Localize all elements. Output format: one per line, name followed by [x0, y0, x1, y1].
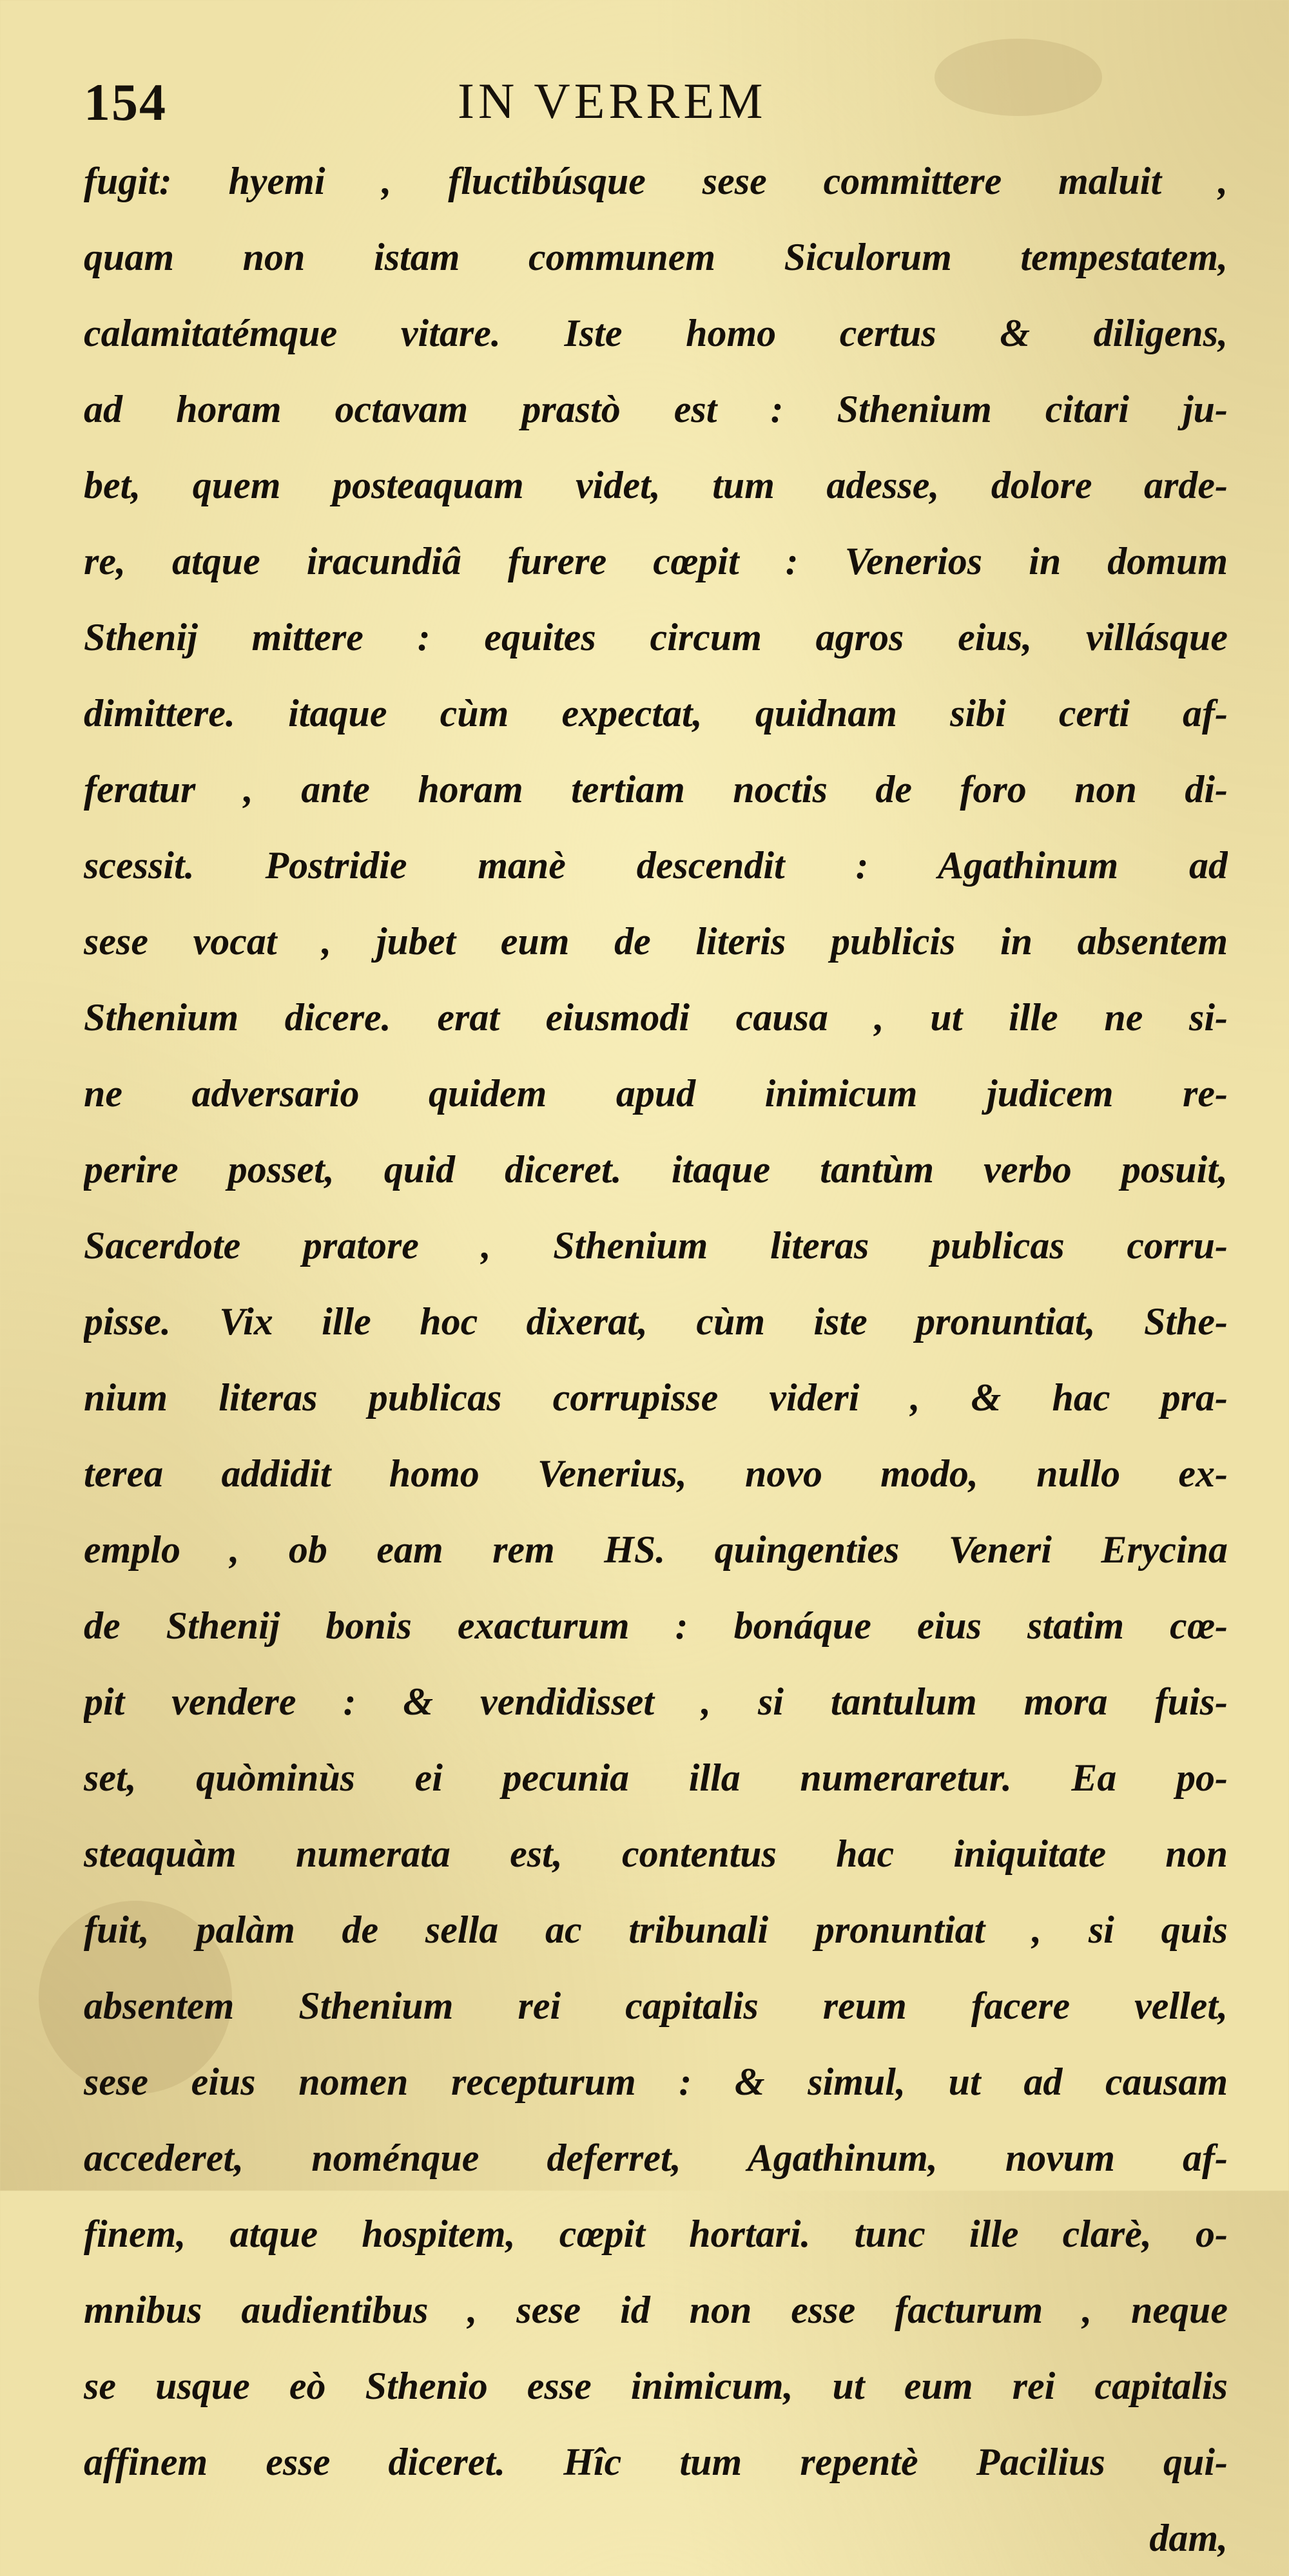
text-line: emplo , ob eam rem HS. quingenties Veneri Erycina	[84, 1528, 1228, 1571]
running-title: IN VERREM	[458, 73, 767, 129]
running-head	[84, 72, 1225, 143]
text-line: mnibus audientibus , sese id non esse facturum , neque	[84, 2289, 1228, 2331]
text-line: pisse. Vix ille hoc dixerat, cùm iste pronuntiat, Sthe-	[84, 1300, 1228, 1343]
text-line: absentem Sthenium rei capitalis reum facere vellet,	[84, 1985, 1228, 2027]
catchword: dam,	[1149, 2517, 1228, 2559]
text-line: de Sthenij bonis exacturum : bonáque eius statim cœ-	[84, 1604, 1228, 1647]
page-number: 154	[84, 73, 167, 131]
text-line: fugit: hyemi , fluctibúsque sese committere maluit ,	[84, 160, 1228, 202]
text-line: ad horam octavam prastò est : Sthenium citari ju-	[84, 388, 1228, 430]
text-line: nium literas publicas corrupisse videri , & hac pra-	[84, 1376, 1228, 1419]
text-line: steaquàm numerata est, contentus hac iniquitate non	[84, 1832, 1228, 1875]
text-line: Sthenij mittere : equites circum agros eius, villásque	[84, 616, 1228, 658]
text-line: quam non istam communem Siculorum tempestatem,	[84, 236, 1228, 278]
text-line: calamitatémque vitare. Iste homo certus & diligens,	[84, 312, 1228, 354]
text-line: pit vendere : & vendidisset , si tantulum mora fuis-	[84, 1680, 1228, 1723]
text-line: accederet, noménque deferret, Agathinum, novum af-	[84, 2137, 1228, 2179]
text-line: dimittere. itaque cùm expectat, quidnam sibi certi af-	[84, 692, 1228, 735]
text-line: feratur , ante horam tertiam noctis de foro non di-	[84, 768, 1228, 811]
text-line: sese vocat , jubet eum de literis publicis in absentem	[84, 920, 1228, 963]
text-line: fuit, palàm de sella ac tribunali pronuntiat , si quis	[84, 1908, 1228, 1951]
body-text	[84, 143, 1228, 2576]
text-line: Sacerdote pratore , Sthenium literas publicas corru-	[84, 1224, 1228, 1267]
text-line: re, atque iracundiâ furere cœpit : Venerios in domum	[84, 540, 1228, 582]
text-line: bet, quem posteaquam videt, tum adesse, dolore arde-	[84, 464, 1228, 506]
text-line: finem, atque hospitem, cœpit hortari. tunc ille clarè, o-	[84, 2213, 1228, 2255]
text-line: ne adversario quidem apud inimicum judicem re-	[84, 1072, 1228, 1115]
text-line: Sthenium dicere. erat eiusmodi causa , ut ille ne si-	[84, 996, 1228, 1039]
text-line: sese eius nomen recepturum : & simul, ut ad causam	[84, 2061, 1228, 2103]
text-line: scessit. Postridie manè descendit : Agathinum ad	[84, 844, 1228, 887]
text-line: perire posset, quid diceret. itaque tantùm verbo posuit,	[84, 1148, 1228, 1191]
text-line: set, quòminùs ei pecunia illa numeraretur. Ea po-	[84, 1756, 1228, 1799]
text-line: se usque eò Sthenio esse inimicum, ut eum rei capitalis	[84, 2365, 1228, 2407]
text-line: affinem esse diceret. Hîc tum repentè Pacilius qui-	[84, 2441, 1228, 2483]
text-line: terea addidit homo Venerius, novo modo, nullo ex-	[84, 1452, 1228, 1495]
